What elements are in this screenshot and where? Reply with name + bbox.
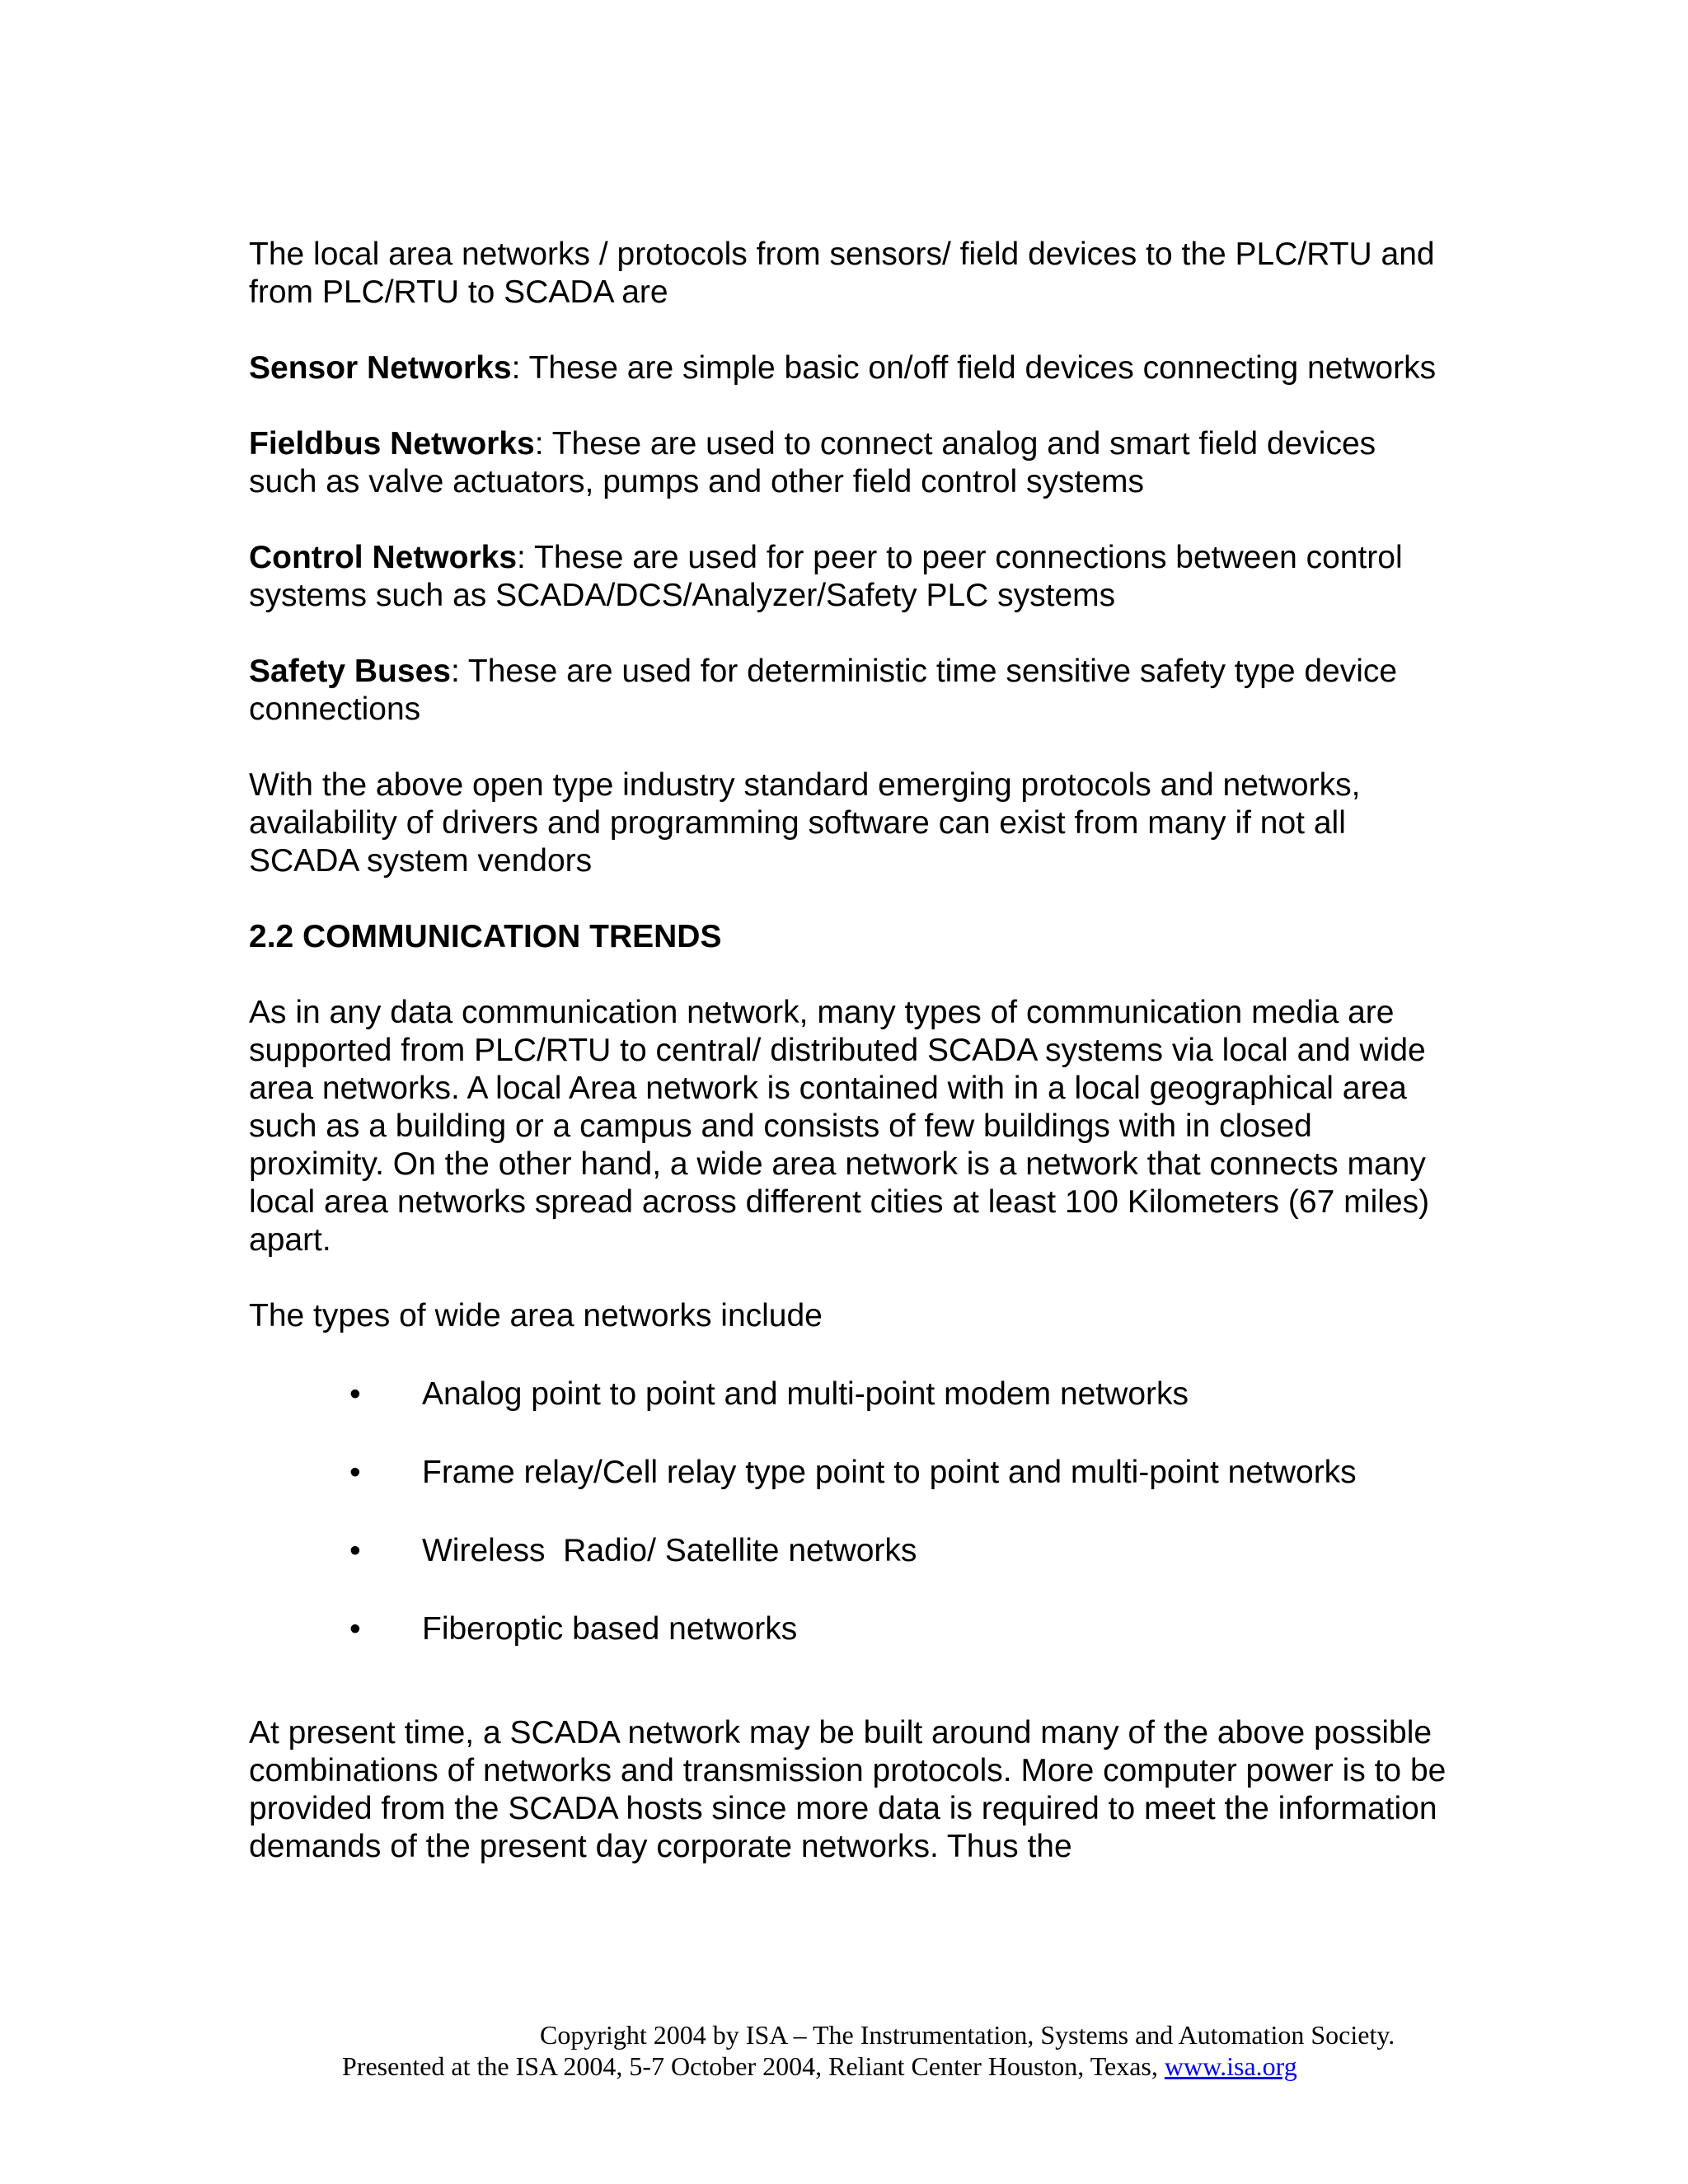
safety-buses-paragraph [249,653,1452,729]
document-body [249,236,1452,1904]
safety-buses-term: Safety Buses [249,654,451,689]
list-item-text: Fiberoptic based networks [422,1611,798,1647]
present-time-paragraph: At present time, a SCADA network may be built around many of the above possible combinations of networks and transmission protocols. More computer power is to be provided from the SCADA hosts since more data is required to meet the information demands of the present day corporate networks. Thus the [249,1715,1447,1864]
bullet-icon: • [349,1376,361,1412]
list-item-text: Wireless Radio/ Satellite networks [422,1533,917,1568]
footer-copyright: Copyright 2004 by ISA – The Instrumentation, Systems and Automation Society. [540,2020,1395,2050]
footer-presented [342,2050,1297,2082]
sensor-networks-term: Sensor Networks [249,350,512,386]
isa-website-link[interactable]: www.isa.org [1164,2051,1297,2081]
list-item [249,1454,1452,1492]
sensor-networks-paragraph [249,349,1452,387]
footer-presented-text: Presented at the ISA 2004, 5-7 October 2004, Reliant Center Houston, Texas, [342,2051,1165,2081]
bullet-icon: • [349,1533,361,1568]
wan-intro-paragraph: The types of wide area networks include [249,1298,823,1333]
control-networks-text: : These are used for peer to peer connections between control systems such as SCADA/DCS/Analyzer/Safety PLC systems [249,540,1403,613]
bullet-icon: • [349,1455,361,1490]
intro-paragraph: The local area networks / protocols from sensors/ field devices to the PLC/RTU and from PLC/RTU to SCADA are [249,237,1435,310]
list-item [249,1376,1452,1413]
communication-trends-paragraph: As in any data communication network, many types of communication media are supported from PLC/RTU to central/ distributed SCADA systems via local and wide area networks. A local Area network is contained with in a local geographical area such as a building or a campus and consists of few buildings with in closed proximity. On the other hand, a wide area network is a network that connects many local area networks spread across different cities at least 100 Kilometers (67 miles) apart. [249,995,1430,1258]
list-item [249,1532,1452,1570]
list-item-text: Analog point to point and multi-point modem networks [422,1376,1189,1412]
list-item-text: Frame relay/Cell relay type point to point and multi-point networks [422,1455,1357,1490]
safety-buses-text: : These are used for deterministic time sensitive safety type device connections [249,654,1398,727]
wan-types-list [249,1376,1452,1648]
fieldbus-networks-paragraph [249,425,1452,501]
control-networks-term: Control Networks [249,540,518,575]
sensor-networks-text: : These are simple basic on/off field devices connecting networks [511,350,1437,386]
section-heading: 2.2 COMMUNICATION TRENDS [249,919,722,954]
fieldbus-networks-term: Fieldbus Networks [249,426,535,462]
list-item [249,1610,1452,1648]
control-networks-paragraph [249,539,1452,615]
fieldbus-networks-text: : These are used to connect analog and smart field devices such as valve actuators, pumps and other field control systems [249,426,1376,499]
bullet-icon: • [349,1611,361,1647]
open-protocols-paragraph: With the above open type industry standard emerging protocols and networks, availability of drivers and programming software can exist from many if not all SCADA system vendors [249,767,1361,879]
